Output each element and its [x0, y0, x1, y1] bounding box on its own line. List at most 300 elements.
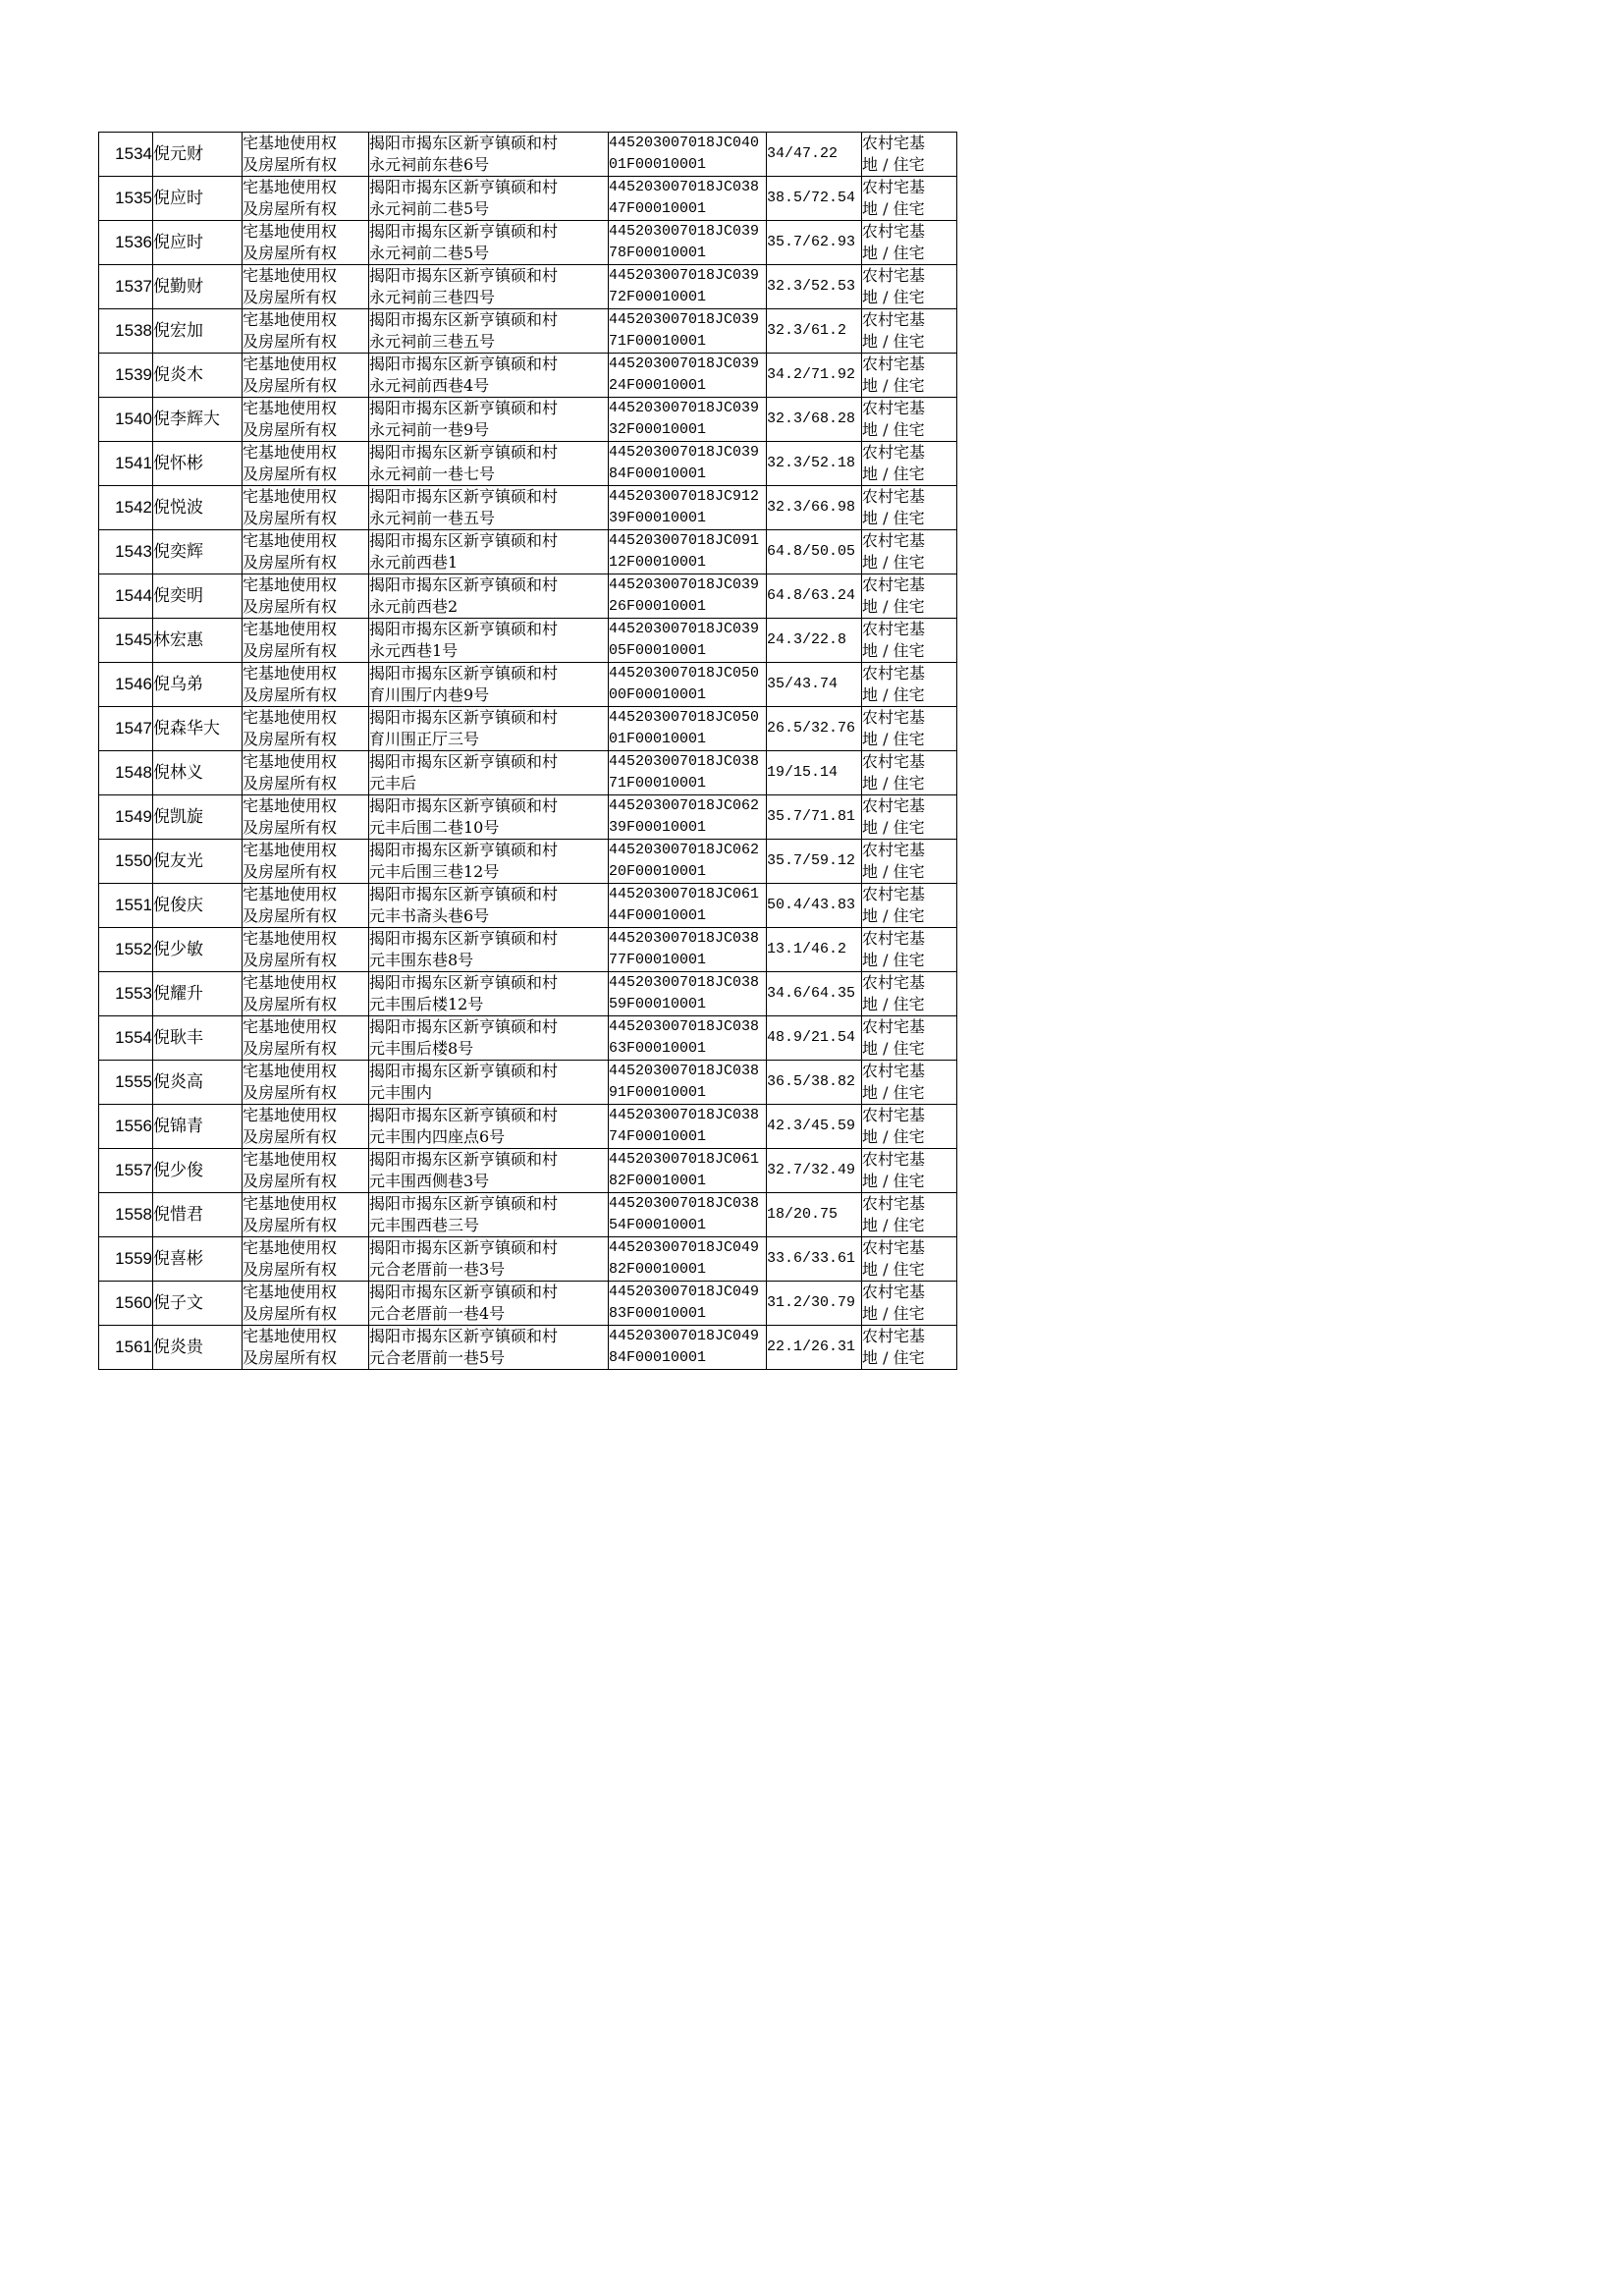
land-use-cell-line: 农村宅基 — [862, 708, 926, 727]
table-row — [99, 751, 957, 795]
right-type-cell-line: 及房屋所有权 — [243, 332, 338, 351]
table-row — [99, 795, 957, 840]
address-cell-line: 揭阳市揭东区新亨镇硕和村 — [369, 222, 559, 241]
row-number-cell: 1541 — [99, 442, 153, 486]
parcel-code-cell: 445203007018JC03859F00010001 — [609, 972, 767, 1016]
owner-name-cell: 倪友光 — [153, 840, 243, 884]
area-cell: 19/15.14 — [767, 751, 862, 795]
right-type-cell-line: 及房屋所有权 — [243, 1083, 338, 1102]
right-type-cell — [243, 1105, 369, 1149]
row-number-cell: 1555 — [99, 1061, 153, 1105]
address-cell-line: 元丰后围三巷12号 — [369, 862, 500, 881]
table-row — [99, 177, 957, 221]
land-use-cell — [862, 442, 957, 486]
right-type-cell — [243, 265, 369, 309]
owner-name-cell: 倪林义 — [153, 751, 243, 795]
address-cell — [369, 1016, 609, 1061]
land-use-cell-line: 农村宅基 — [862, 443, 926, 462]
parcel-code-cell: 445203007018JC03847F00010001 — [609, 177, 767, 221]
land-use-cell-line: 农村宅基 — [862, 266, 926, 285]
area-cell: 22.1/26.31 — [767, 1326, 862, 1370]
right-type-cell-line: 及房屋所有权 — [243, 155, 338, 174]
right-type-cell — [243, 751, 369, 795]
row-number-cell: 1560 — [99, 1282, 153, 1326]
parcel-code-cell: 445203007018JC05000F00010001 — [609, 663, 767, 707]
table-row — [99, 398, 957, 442]
address-cell-line: 揭阳市揭东区新亨镇硕和村 — [369, 973, 559, 992]
right-type-cell-line: 宅基地使用权 — [243, 1106, 338, 1124]
land-use-cell-line: 地 / 住宅 — [862, 685, 925, 704]
land-use-cell — [862, 1282, 957, 1326]
right-type-cell — [243, 663, 369, 707]
parcel-code-cell: 445203007018JC05001F00010001 — [609, 707, 767, 751]
address-cell — [369, 1061, 609, 1105]
land-use-cell-line: 地 / 住宅 — [862, 1127, 925, 1146]
area-cell: 36.5/38.82 — [767, 1061, 862, 1105]
land-use-cell — [862, 354, 957, 398]
right-type-cell-line: 宅基地使用权 — [243, 1238, 338, 1257]
registry-table-body — [99, 133, 957, 1370]
address-cell-line: 育川围正厅三号 — [369, 730, 480, 748]
table-row — [99, 707, 957, 751]
table-row — [99, 1282, 957, 1326]
table-row — [99, 1061, 957, 1105]
address-cell-line: 永元祠前二巷5号 — [369, 199, 490, 218]
right-type-cell-line: 及房屋所有权 — [243, 288, 338, 306]
land-use-cell — [862, 1149, 957, 1193]
land-use-cell-line: 地 / 住宅 — [862, 906, 925, 925]
right-type-cell — [243, 884, 369, 928]
row-number-cell: 1552 — [99, 928, 153, 972]
right-type-cell-line: 及房屋所有权 — [243, 862, 338, 881]
address-cell — [369, 133, 609, 177]
address-cell — [369, 530, 609, 574]
address-cell-line: 揭阳市揭东区新亨镇硕和村 — [369, 841, 559, 859]
area-cell: 35.7/71.81 — [767, 795, 862, 840]
right-type-cell-line: 宅基地使用权 — [243, 620, 338, 638]
address-cell-line: 元丰围东巷8号 — [369, 951, 474, 969]
parcel-code-cell: 445203007018JC09112F00010001 — [609, 530, 767, 574]
owner-name-cell: 倪少敏 — [153, 928, 243, 972]
table-row — [99, 972, 957, 1016]
address-cell-line: 揭阳市揭东区新亨镇硕和村 — [369, 1327, 559, 1345]
row-number-cell: 1557 — [99, 1149, 153, 1193]
row-number-cell: 1551 — [99, 884, 153, 928]
table-row — [99, 1016, 957, 1061]
right-type-cell-line: 及房屋所有权 — [243, 1348, 338, 1367]
row-number-cell: 1537 — [99, 265, 153, 309]
address-cell-line: 揭阳市揭东区新亨镇硕和村 — [369, 355, 559, 373]
address-cell-line: 永元祠前一巷9号 — [369, 420, 490, 439]
right-type-cell-line: 及房屋所有权 — [243, 376, 338, 395]
table-row — [99, 530, 957, 574]
land-use-cell — [862, 928, 957, 972]
land-use-cell-line: 地 / 住宅 — [862, 288, 925, 306]
land-use-cell-line: 农村宅基 — [862, 355, 926, 373]
right-type-cell — [243, 840, 369, 884]
right-type-cell-line: 宅基地使用权 — [243, 1194, 338, 1213]
area-cell: 64.8/50.05 — [767, 530, 862, 574]
table-row — [99, 1237, 957, 1282]
land-use-cell — [862, 1193, 957, 1237]
right-type-cell-line: 及房屋所有权 — [243, 730, 338, 748]
right-type-cell-line: 宅基地使用权 — [243, 178, 338, 196]
address-cell — [369, 619, 609, 663]
right-type-cell — [243, 1193, 369, 1237]
land-use-cell — [862, 309, 957, 354]
owner-name-cell: 倪凯旋 — [153, 795, 243, 840]
address-cell-line: 揭阳市揭东区新亨镇硕和村 — [369, 885, 559, 903]
right-type-cell-line: 及房屋所有权 — [243, 1172, 338, 1190]
row-number-cell: 1545 — [99, 619, 153, 663]
table-row — [99, 574, 957, 619]
right-type-cell-line: 宅基地使用权 — [243, 487, 338, 506]
land-use-cell — [862, 1016, 957, 1061]
right-type-cell — [243, 1237, 369, 1282]
land-use-cell-line: 农村宅基 — [862, 1150, 926, 1169]
address-cell-line: 元丰围西巷三号 — [369, 1216, 480, 1234]
parcel-code-cell: 445203007018JC04982F00010001 — [609, 1237, 767, 1282]
row-number-cell: 1553 — [99, 972, 153, 1016]
row-number-cell: 1554 — [99, 1016, 153, 1061]
right-type-cell — [243, 177, 369, 221]
parcel-code-cell: 445203007018JC03972F00010001 — [609, 265, 767, 309]
right-type-cell-line: 及房屋所有权 — [243, 420, 338, 439]
land-use-cell-line: 农村宅基 — [862, 796, 926, 815]
right-type-cell-line: 及房屋所有权 — [243, 1039, 338, 1058]
row-number-cell: 1558 — [99, 1193, 153, 1237]
parcel-code-cell: 445203007018JC03871F00010001 — [609, 751, 767, 795]
area-cell: 42.3/45.59 — [767, 1105, 862, 1149]
land-use-cell-line: 农村宅基 — [862, 134, 926, 152]
owner-name-cell: 倪耿丰 — [153, 1016, 243, 1061]
land-use-cell-line: 地 / 住宅 — [862, 1260, 925, 1279]
address-cell-line: 永元祠前东巷6号 — [369, 155, 490, 174]
parcel-code-cell: 445203007018JC04001F00010001 — [609, 133, 767, 177]
address-cell — [369, 221, 609, 265]
land-use-cell-line: 地 / 住宅 — [862, 199, 925, 218]
right-type-cell-line: 宅基地使用权 — [243, 355, 338, 373]
right-type-cell-line: 宅基地使用权 — [243, 708, 338, 727]
right-type-cell-line: 及房屋所有权 — [243, 906, 338, 925]
land-use-cell-line: 农村宅基 — [862, 487, 926, 506]
land-use-cell-line: 农村宅基 — [862, 1017, 926, 1036]
right-type-cell-line: 及房屋所有权 — [243, 553, 338, 572]
address-cell-line: 元丰围后楼12号 — [369, 995, 484, 1013]
right-type-cell — [243, 1061, 369, 1105]
row-number-cell: 1539 — [99, 354, 153, 398]
area-cell: 35.7/59.12 — [767, 840, 862, 884]
right-type-cell — [243, 619, 369, 663]
address-cell-line: 揭阳市揭东区新亨镇硕和村 — [369, 796, 559, 815]
address-cell-line: 揭阳市揭东区新亨镇硕和村 — [369, 487, 559, 506]
right-type-cell — [243, 486, 369, 530]
owner-name-cell: 倪森华大 — [153, 707, 243, 751]
right-type-cell-line: 及房屋所有权 — [243, 818, 338, 837]
owner-name-cell: 倪李辉大 — [153, 398, 243, 442]
right-type-cell-line: 宅基地使用权 — [243, 443, 338, 462]
area-cell: 32.3/52.53 — [767, 265, 862, 309]
land-use-cell-line: 地 / 住宅 — [862, 730, 925, 748]
land-use-cell-line: 地 / 住宅 — [862, 1216, 925, 1234]
land-use-cell — [862, 663, 957, 707]
address-cell — [369, 1326, 609, 1370]
address-cell-line: 永元祠前二巷5号 — [369, 244, 490, 262]
area-cell: 32.3/52.18 — [767, 442, 862, 486]
row-number-cell: 1542 — [99, 486, 153, 530]
address-cell-line: 永元前西巷2 — [369, 597, 459, 616]
land-use-cell — [862, 1105, 957, 1149]
land-use-cell-line: 地 / 住宅 — [862, 155, 925, 174]
land-use-cell-line: 农村宅基 — [862, 1238, 926, 1257]
right-type-cell-line: 宅基地使用权 — [243, 399, 338, 417]
owner-name-cell: 倪乌弟 — [153, 663, 243, 707]
row-number-cell: 1535 — [99, 177, 153, 221]
owner-name-cell: 倪勤财 — [153, 265, 243, 309]
address-cell — [369, 398, 609, 442]
parcel-code-cell: 445203007018JC06144F00010001 — [609, 884, 767, 928]
right-type-cell-line: 及房屋所有权 — [243, 774, 338, 792]
land-use-cell-line: 地 / 住宅 — [862, 641, 925, 660]
land-use-cell-line: 地 / 住宅 — [862, 376, 925, 395]
registry-table — [98, 132, 957, 1370]
address-cell — [369, 265, 609, 309]
area-cell: 64.8/63.24 — [767, 574, 862, 619]
land-use-cell-line: 地 / 住宅 — [862, 951, 925, 969]
area-cell: 31.2/30.79 — [767, 1282, 862, 1326]
address-cell-line: 揭阳市揭东区新亨镇硕和村 — [369, 399, 559, 417]
land-use-cell-line: 地 / 住宅 — [862, 995, 925, 1013]
address-cell-line: 元丰围西侧巷3号 — [369, 1172, 490, 1190]
address-cell — [369, 707, 609, 751]
land-use-cell — [862, 707, 957, 751]
land-use-cell-line: 农村宅基 — [862, 620, 926, 638]
table-row — [99, 486, 957, 530]
owner-name-cell: 倪耀升 — [153, 972, 243, 1016]
right-type-cell — [243, 309, 369, 354]
row-number-cell: 1556 — [99, 1105, 153, 1149]
right-type-cell-line: 及房屋所有权 — [243, 199, 338, 218]
address-cell-line: 元合老厝前一巷5号 — [369, 1348, 506, 1367]
address-cell-line: 揭阳市揭东区新亨镇硕和村 — [369, 310, 559, 329]
address-cell — [369, 928, 609, 972]
right-type-cell — [243, 795, 369, 840]
parcel-code-cell: 445203007018JC03971F00010001 — [609, 309, 767, 354]
right-type-cell-line: 及房屋所有权 — [243, 1127, 338, 1146]
land-use-cell-line: 地 / 住宅 — [862, 553, 925, 572]
address-cell-line: 育川围厅内巷9号 — [369, 685, 490, 704]
parcel-code-cell: 445203007018JC03905F00010001 — [609, 619, 767, 663]
right-type-cell-line: 宅基地使用权 — [243, 222, 338, 241]
address-cell-line: 揭阳市揭东区新亨镇硕和村 — [369, 1194, 559, 1213]
land-use-cell — [862, 133, 957, 177]
right-type-cell-line: 宅基地使用权 — [243, 1062, 338, 1080]
parcel-code-cell: 445203007018JC04984F00010001 — [609, 1326, 767, 1370]
address-cell-line: 元丰后围二巷10号 — [369, 818, 500, 837]
address-cell-line: 揭阳市揭东区新亨镇硕和村 — [369, 664, 559, 683]
parcel-code-cell: 445203007018JC03978F00010001 — [609, 221, 767, 265]
right-type-cell-line: 宅基地使用权 — [243, 1283, 338, 1301]
right-type-cell-line: 及房屋所有权 — [243, 1304, 338, 1323]
right-type-cell-line: 及房屋所有权 — [243, 509, 338, 527]
right-type-cell-line: 及房屋所有权 — [243, 464, 338, 483]
land-use-cell-line: 农村宅基 — [862, 885, 926, 903]
land-use-cell-line: 地 / 住宅 — [862, 774, 925, 792]
right-type-cell — [243, 221, 369, 265]
right-type-cell-line: 宅基地使用权 — [243, 796, 338, 815]
right-type-cell — [243, 354, 369, 398]
land-use-cell — [862, 972, 957, 1016]
right-type-cell-line: 宅基地使用权 — [243, 531, 338, 550]
address-cell-line: 揭阳市揭东区新亨镇硕和村 — [369, 1062, 559, 1080]
parcel-code-cell: 445203007018JC03891F00010001 — [609, 1061, 767, 1105]
land-use-cell — [862, 840, 957, 884]
owner-name-cell: 倪惜君 — [153, 1193, 243, 1237]
right-type-cell — [243, 574, 369, 619]
land-use-cell-line: 地 / 住宅 — [862, 332, 925, 351]
right-type-cell-line: 及房屋所有权 — [243, 244, 338, 262]
owner-name-cell: 倪应时 — [153, 221, 243, 265]
table-row — [99, 221, 957, 265]
land-use-cell-line: 农村宅基 — [862, 531, 926, 550]
land-use-cell-line: 地 / 住宅 — [862, 464, 925, 483]
address-cell — [369, 795, 609, 840]
right-type-cell-line: 及房屋所有权 — [243, 1260, 338, 1279]
land-use-cell-line: 农村宅基 — [862, 752, 926, 771]
row-number-cell: 1547 — [99, 707, 153, 751]
right-type-cell — [243, 928, 369, 972]
parcel-code-cell: 445203007018JC03877F00010001 — [609, 928, 767, 972]
table-row — [99, 354, 957, 398]
row-number-cell: 1544 — [99, 574, 153, 619]
address-cell-line: 永元祠前西巷4号 — [369, 376, 490, 395]
land-use-cell — [862, 486, 957, 530]
right-type-cell-line: 宅基地使用权 — [243, 266, 338, 285]
owner-name-cell: 倪怀彬 — [153, 442, 243, 486]
address-cell-line: 揭阳市揭东区新亨镇硕和村 — [369, 134, 559, 152]
table-row — [99, 1105, 957, 1149]
owner-name-cell: 倪应时 — [153, 177, 243, 221]
owner-name-cell: 倪炎高 — [153, 1061, 243, 1105]
parcel-code-cell: 445203007018JC06220F00010001 — [609, 840, 767, 884]
address-cell — [369, 1193, 609, 1237]
address-cell-line: 元丰围后楼8号 — [369, 1039, 474, 1058]
land-use-cell-line: 地 / 住宅 — [862, 509, 925, 527]
land-use-cell — [862, 530, 957, 574]
area-cell: 48.9/21.54 — [767, 1016, 862, 1061]
land-use-cell — [862, 751, 957, 795]
row-number-cell: 1546 — [99, 663, 153, 707]
address-cell — [369, 1282, 609, 1326]
address-cell — [369, 177, 609, 221]
owner-name-cell: 倪宏加 — [153, 309, 243, 354]
owner-name-cell: 倪奕辉 — [153, 530, 243, 574]
area-cell: 38.5/72.54 — [767, 177, 862, 221]
row-number-cell: 1534 — [99, 133, 153, 177]
address-cell-line: 揭阳市揭东区新亨镇硕和村 — [369, 531, 559, 550]
right-type-cell — [243, 1016, 369, 1061]
land-use-cell-line: 地 / 住宅 — [862, 420, 925, 439]
land-use-cell-line: 农村宅基 — [862, 664, 926, 683]
address-cell-line: 揭阳市揭东区新亨镇硕和村 — [369, 266, 559, 285]
address-cell-line: 元合老厝前一巷3号 — [369, 1260, 506, 1279]
right-type-cell-line: 宅基地使用权 — [243, 885, 338, 903]
address-cell — [369, 972, 609, 1016]
row-number-cell: 1536 — [99, 221, 153, 265]
owner-name-cell: 倪子文 — [153, 1282, 243, 1326]
parcel-code-cell: 445203007018JC03984F00010001 — [609, 442, 767, 486]
land-use-cell — [862, 221, 957, 265]
right-type-cell — [243, 972, 369, 1016]
land-use-cell-line: 农村宅基 — [862, 178, 926, 196]
land-use-cell — [862, 795, 957, 840]
address-cell-line: 揭阳市揭东区新亨镇硕和村 — [369, 1150, 559, 1169]
address-cell — [369, 574, 609, 619]
address-cell — [369, 354, 609, 398]
address-cell-line: 揭阳市揭东区新亨镇硕和村 — [369, 1106, 559, 1124]
address-cell-line: 永元前西巷1 — [369, 553, 459, 572]
land-use-cell-line: 地 / 住宅 — [862, 597, 925, 616]
land-use-cell-line: 地 / 住宅 — [862, 1348, 925, 1367]
address-cell-line: 揭阳市揭东区新亨镇硕和村 — [369, 708, 559, 727]
right-type-cell-line: 宅基地使用权 — [243, 575, 338, 594]
parcel-code-cell: 445203007018JC04983F00010001 — [609, 1282, 767, 1326]
area-cell: 35/43.74 — [767, 663, 862, 707]
land-use-cell-line: 农村宅基 — [862, 1194, 926, 1213]
land-use-cell — [862, 398, 957, 442]
address-cell — [369, 751, 609, 795]
right-type-cell-line: 宅基地使用权 — [243, 134, 338, 152]
table-row — [99, 1193, 957, 1237]
land-use-cell-line: 农村宅基 — [862, 1327, 926, 1345]
land-use-cell — [862, 574, 957, 619]
table-row — [99, 619, 957, 663]
land-use-cell-line: 农村宅基 — [862, 310, 926, 329]
table-row — [99, 884, 957, 928]
right-type-cell-line: 宅基地使用权 — [243, 1017, 338, 1036]
table-row — [99, 840, 957, 884]
address-cell — [369, 1105, 609, 1149]
row-number-cell: 1538 — [99, 309, 153, 354]
address-cell — [369, 884, 609, 928]
table-row — [99, 309, 957, 354]
parcel-code-cell: 445203007018JC06239F00010001 — [609, 795, 767, 840]
address-cell-line: 永元祠前三巷四号 — [369, 288, 496, 306]
address-cell-line: 元丰后 — [369, 774, 417, 792]
address-cell — [369, 663, 609, 707]
right-type-cell-line: 宅基地使用权 — [243, 752, 338, 771]
area-cell: 26.5/32.76 — [767, 707, 862, 751]
area-cell: 32.3/61.2 — [767, 309, 862, 354]
land-use-cell — [862, 177, 957, 221]
owner-name-cell: 林宏惠 — [153, 619, 243, 663]
address-cell-line: 元合老厝前一巷4号 — [369, 1304, 506, 1323]
parcel-code-cell: 445203007018JC03926F00010001 — [609, 574, 767, 619]
land-use-cell-line: 地 / 住宅 — [862, 244, 925, 262]
area-cell: 32.3/68.28 — [767, 398, 862, 442]
parcel-code-cell: 445203007018JC91239F00010001 — [609, 486, 767, 530]
right-type-cell — [243, 442, 369, 486]
row-number-cell: 1559 — [99, 1237, 153, 1282]
land-use-cell — [862, 884, 957, 928]
land-use-cell-line: 地 / 住宅 — [862, 818, 925, 837]
address-cell-line: 元丰书斋头巷6号 — [369, 906, 490, 925]
land-use-cell-line: 地 / 住宅 — [862, 1039, 925, 1058]
row-number-cell: 1540 — [99, 398, 153, 442]
owner-name-cell: 倪锦青 — [153, 1105, 243, 1149]
parcel-code-cell: 445203007018JC03924F00010001 — [609, 354, 767, 398]
row-number-cell: 1548 — [99, 751, 153, 795]
